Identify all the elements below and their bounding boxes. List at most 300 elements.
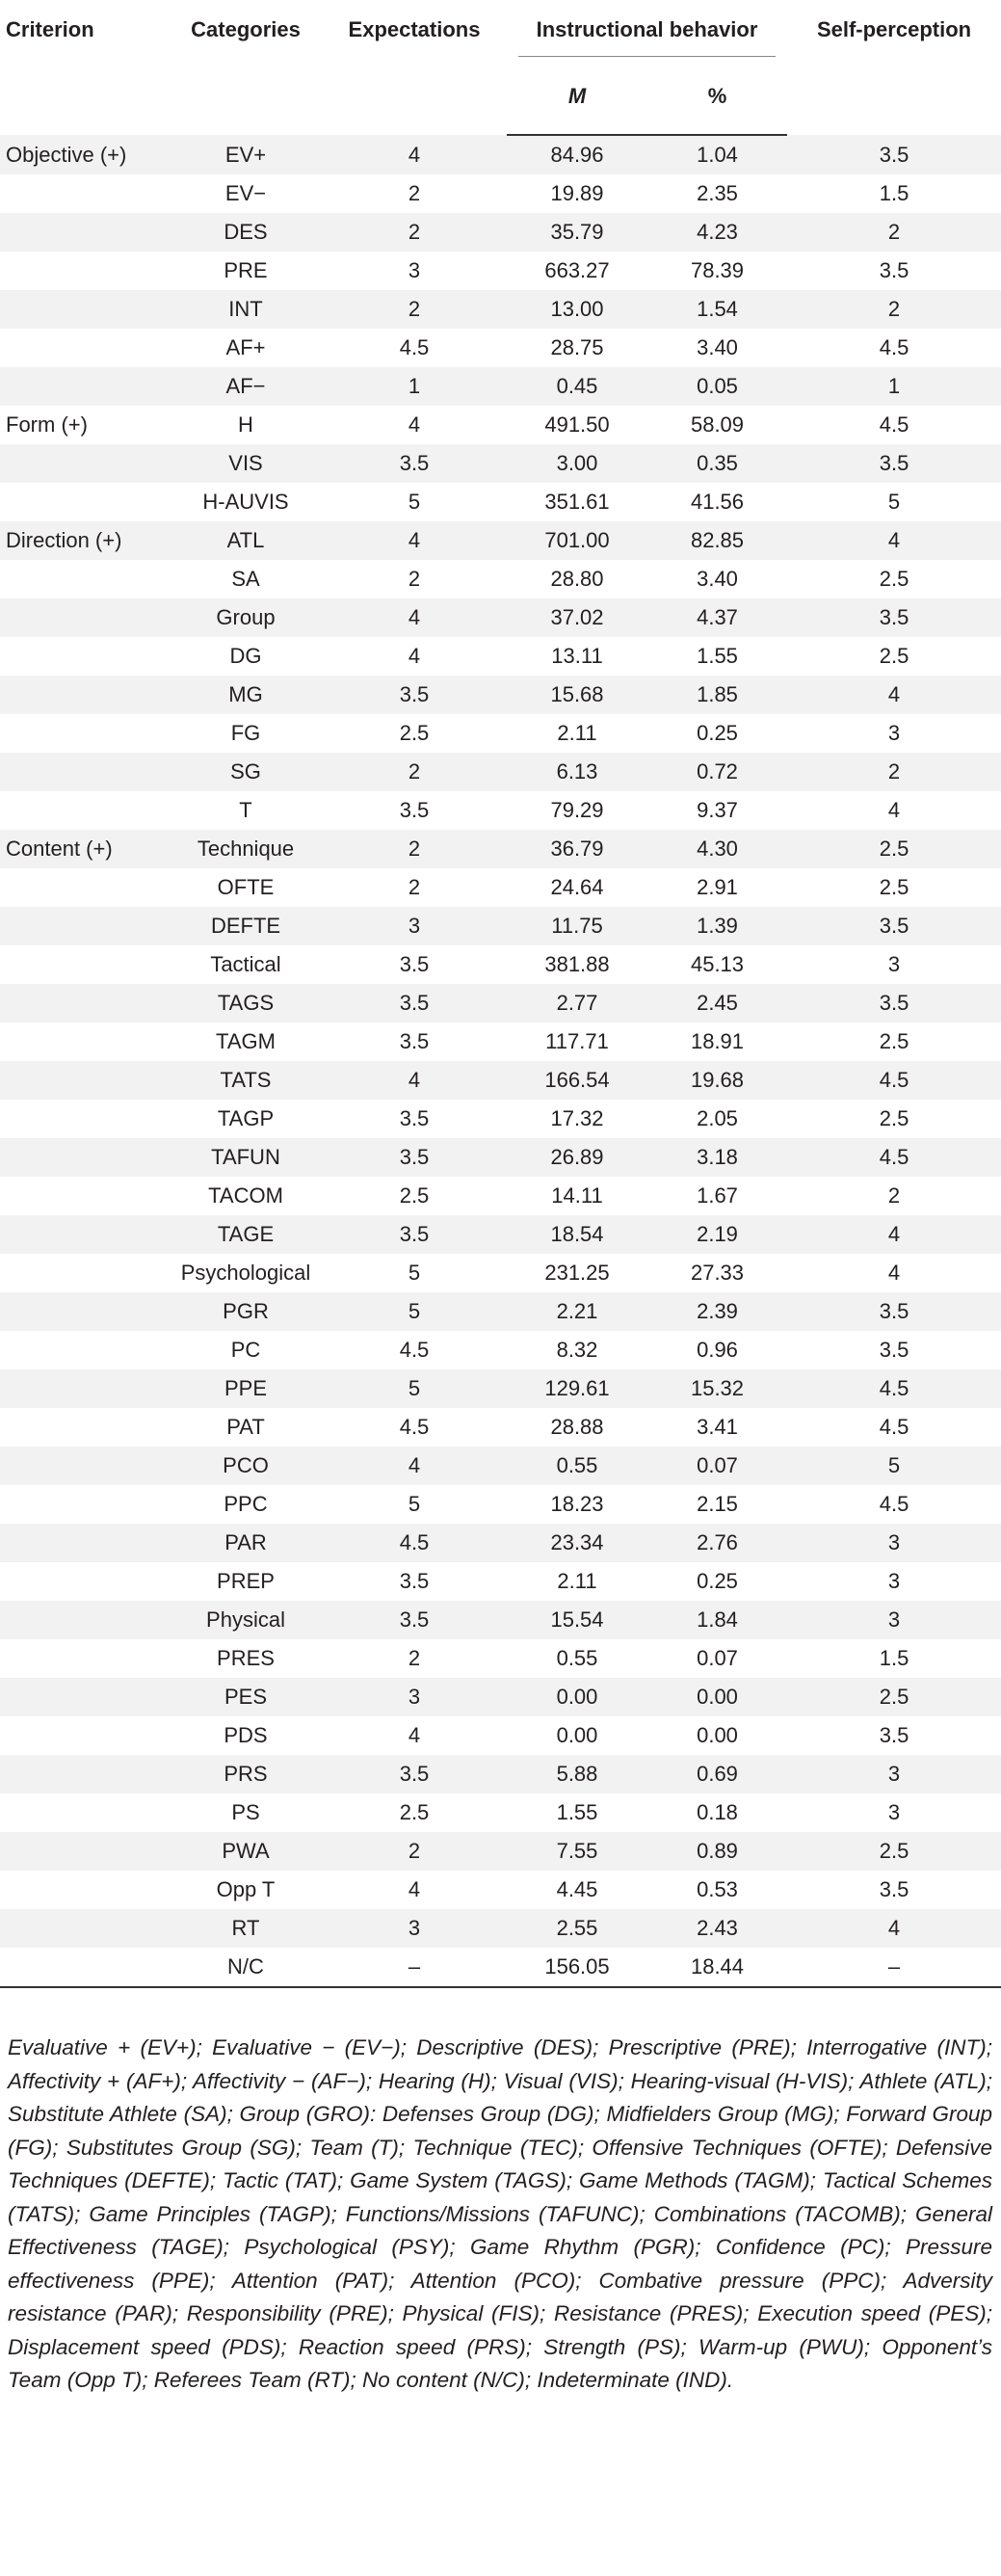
- cell-percent: 2.39: [647, 1292, 787, 1331]
- cell-expectations: 2: [322, 830, 507, 868]
- table-row: [0, 1331, 1001, 1369]
- cell-m: 381.88: [544, 952, 610, 976]
- cell-self-perception: 2: [787, 290, 1001, 329]
- table-row: [0, 1254, 1001, 1292]
- cell-percent: 0.35: [647, 444, 787, 483]
- cell-self-perception: 3: [787, 1524, 1001, 1562]
- cell-category: T: [239, 798, 252, 822]
- table-row: [0, 1369, 1001, 1408]
- cell-percent: 4.30: [647, 830, 787, 868]
- cell-self-perception: 3.5: [787, 1292, 1001, 1331]
- cell-criterion: [0, 1177, 170, 1215]
- cell-expectations: 5: [408, 1261, 421, 1285]
- cell-percent: 2.45: [647, 984, 787, 1022]
- cell-m: 4.45: [556, 1877, 598, 1901]
- cell-expectations: 3.5: [399, 798, 430, 822]
- cell-self-perception: 3.5: [879, 1338, 909, 1362]
- cell-criterion: [0, 1215, 170, 1254]
- cell-expectations: 2: [408, 1646, 421, 1670]
- cell-criterion: [0, 1562, 170, 1601]
- cell-self-perception: 5: [887, 490, 901, 514]
- cell-category: PRES: [217, 1646, 275, 1670]
- cell-expectations: 3.5: [322, 1138, 507, 1177]
- cell-category: Group: [170, 598, 322, 637]
- cell-category: TAGE: [170, 1215, 322, 1254]
- cell-m: 79.29: [550, 798, 604, 822]
- cell-percent: 1.39: [647, 907, 787, 945]
- cell-self-perception: 3: [887, 1800, 901, 1824]
- table-row: [0, 1716, 1001, 1755]
- cell-self-perception: 2: [887, 1183, 901, 1208]
- cell-m: 8.32: [556, 1338, 598, 1362]
- cell-expectations: 2: [322, 290, 507, 329]
- cell-self-perception: 2: [787, 213, 1001, 252]
- cell-self-perception: 1: [787, 367, 1001, 406]
- cell-expectations: 1: [322, 367, 507, 406]
- cell-self-perception: 4: [887, 798, 901, 822]
- cell-criterion: [0, 1948, 170, 1987]
- cell-criterion: [0, 1909, 170, 1948]
- cell-percent: 78.39: [690, 258, 745, 282]
- cell-category: PCO: [170, 1447, 322, 1485]
- cell-criterion: [0, 1485, 170, 1524]
- cell-category: PWA: [170, 1832, 322, 1871]
- cell-self-perception: 3.5: [787, 444, 1001, 483]
- cell-self-perception: 4: [787, 1909, 1001, 1948]
- cell-percent: 82.85: [647, 521, 787, 560]
- cell-criterion: [0, 1408, 170, 1447]
- cell-category: TAFUN: [170, 1138, 322, 1177]
- cell-m: 166.54: [507, 1061, 647, 1100]
- table-row: [0, 945, 1001, 984]
- header-expectations: Expectations: [348, 17, 481, 41]
- cell-m: 17.32: [550, 1106, 604, 1130]
- table-row: [0, 1524, 1001, 1562]
- cell-expectations: 3: [322, 907, 507, 945]
- cell-category: Psychological: [180, 1261, 311, 1285]
- cell-expectations: 5: [408, 1492, 421, 1516]
- cell-percent: 0.07: [697, 1646, 738, 1670]
- cell-self-perception: 2.5: [787, 830, 1001, 868]
- cell-category: PRS: [170, 1755, 322, 1793]
- cell-category: PPC: [224, 1492, 268, 1516]
- cell-category: PREP: [217, 1569, 275, 1593]
- cell-criterion: [0, 560, 170, 598]
- cell-m: 2.77: [507, 984, 647, 1022]
- cell-criterion: [0, 1022, 170, 1061]
- cell-criterion: [0, 868, 170, 907]
- cell-m: 2.11: [557, 721, 597, 745]
- header-instructional-behavior-label: Instructional behavior: [518, 17, 776, 57]
- cell-m: 28.75: [550, 335, 604, 359]
- cell-criterion: [0, 598, 170, 637]
- cell-criterion: [0, 252, 170, 290]
- cell-self-perception: 3: [887, 952, 901, 976]
- cell-category: AF+: [225, 335, 266, 359]
- cell-m: 231.25: [544, 1261, 610, 1285]
- table-row: [0, 560, 1001, 598]
- cell-category: SG: [170, 753, 322, 791]
- cell-self-perception: 3: [787, 1755, 1001, 1793]
- cell-criterion: [0, 945, 170, 984]
- header-self-perception: Self-perception: [816, 17, 972, 41]
- table-row: [0, 676, 1001, 714]
- cell-criterion: Content (+): [0, 830, 170, 868]
- cell-expectations: 2: [408, 875, 421, 899]
- cell-expectations: 5: [408, 490, 421, 514]
- cell-criterion: [0, 1254, 170, 1292]
- table-row: [0, 252, 1001, 290]
- cell-self-perception: 2.5: [787, 1678, 1001, 1716]
- cell-category: H: [238, 412, 253, 437]
- cell-m: 0.45: [507, 367, 647, 406]
- header-instructional-behavior: [507, 0, 787, 58]
- cell-category: DEFTE: [170, 907, 322, 945]
- cell-criterion: [0, 791, 170, 830]
- cell-criterion: [0, 1639, 170, 1678]
- table-row: [0, 1138, 1001, 1177]
- table-row: [0, 1871, 1001, 1909]
- cell-expectations: 4.5: [399, 335, 430, 359]
- cell-criterion: [0, 1793, 170, 1832]
- cell-category: AF−: [170, 367, 322, 406]
- cell-criterion: [0, 1832, 170, 1871]
- cell-percent: 2.15: [697, 1492, 738, 1516]
- cell-criterion: [0, 1524, 170, 1562]
- cell-m: 7.55: [507, 1832, 647, 1871]
- cell-self-perception: 3.5: [787, 907, 1001, 945]
- table-row: [0, 1832, 1001, 1871]
- table-row: [0, 598, 1001, 637]
- cell-category: PAR: [170, 1524, 322, 1562]
- cell-expectations: 2: [322, 753, 507, 791]
- cell-m: 0.55: [507, 1447, 647, 1485]
- table-row: [0, 329, 1001, 367]
- cell-m: 18.54: [507, 1215, 647, 1254]
- cell-m: 663.27: [544, 258, 610, 282]
- cell-category: PS: [231, 1800, 260, 1824]
- cell-category: TAGS: [170, 984, 322, 1022]
- table-row: [0, 1948, 1001, 1987]
- cell-criterion: [0, 1716, 170, 1755]
- table-row: [0, 1793, 1001, 1832]
- cell-m: 0.00: [507, 1678, 647, 1716]
- cell-m: 2.55: [507, 1909, 647, 1948]
- cell-expectations: 4: [408, 644, 421, 668]
- cell-criterion: [0, 637, 170, 676]
- table-row: [0, 1678, 1001, 1716]
- cell-expectations: 3: [322, 1678, 507, 1716]
- table-row: [0, 1292, 1001, 1331]
- cell-self-perception: 3: [787, 1601, 1001, 1639]
- cell-criterion: [0, 676, 170, 714]
- cell-self-perception: 4: [787, 676, 1001, 714]
- cell-percent: 3.18: [647, 1138, 787, 1177]
- cell-category: VIS: [170, 444, 322, 483]
- cell-category: EV+: [170, 135, 322, 174]
- cell-percent: 0.05: [647, 367, 787, 406]
- table-row: [0, 1562, 1001, 1601]
- cell-percent: 3.40: [697, 335, 738, 359]
- cell-m: 0.00: [556, 1723, 598, 1747]
- cell-expectations: 3.5: [322, 1755, 507, 1793]
- cell-category: EV−: [224, 181, 267, 205]
- cell-percent: 2.35: [697, 181, 738, 205]
- cell-expectations: –: [322, 1948, 507, 1987]
- cell-m: 701.00: [507, 521, 647, 560]
- cell-self-perception: 3: [887, 1569, 901, 1593]
- cell-self-perception: –: [787, 1948, 1001, 1987]
- cell-m: 156.05: [507, 1948, 647, 1987]
- cell-expectations: 3.5: [322, 1215, 507, 1254]
- table-row: [0, 1022, 1001, 1061]
- cell-percent: 41.56: [690, 490, 745, 514]
- cell-category: RT: [170, 1909, 322, 1948]
- cell-percent: 2.91: [697, 875, 738, 899]
- cell-percent: 58.09: [690, 412, 745, 437]
- table-row: [0, 830, 1001, 868]
- cell-percent: 1.55: [697, 644, 738, 668]
- cell-percent: 0.00: [647, 1678, 787, 1716]
- cell-self-perception: 2.5: [879, 644, 909, 668]
- cell-percent: 2.19: [647, 1215, 787, 1254]
- cell-expectations: 3.5: [322, 444, 507, 483]
- cell-m: 28.80: [550, 567, 604, 591]
- table-row: [0, 1408, 1001, 1447]
- cell-self-perception: 4.5: [879, 1492, 909, 1516]
- header-categories: Categories: [191, 17, 301, 41]
- cell-self-perception: 2.5: [879, 1106, 909, 1130]
- table-row: [0, 290, 1001, 329]
- cell-expectations: 3.5: [322, 676, 507, 714]
- cell-self-perception: 3.5: [787, 598, 1001, 637]
- cell-self-perception: 4.5: [879, 335, 909, 359]
- table-row: [0, 1639, 1001, 1678]
- cell-category: Opp T: [216, 1877, 276, 1901]
- cell-criterion: Objective (+): [0, 135, 170, 174]
- cell-criterion: [0, 1871, 170, 1909]
- cell-criterion: [0, 1447, 170, 1485]
- table-row: [0, 1447, 1001, 1485]
- cell-m: 2.21: [507, 1292, 647, 1331]
- table-row: [0, 753, 1001, 791]
- cell-self-perception: 3.5: [879, 1877, 909, 1901]
- cell-percent: 0.72: [647, 753, 787, 791]
- cell-self-perception: 4.5: [787, 1061, 1001, 1100]
- cell-percent: 19.68: [647, 1061, 787, 1100]
- cell-expectations: 5: [322, 1292, 507, 1331]
- table-row: [0, 406, 1001, 444]
- cell-category: PPE: [170, 1369, 322, 1408]
- cell-category: TAGM: [216, 1029, 276, 1053]
- cell-m: 18.23: [550, 1492, 604, 1516]
- cell-expectations: 4: [322, 521, 507, 560]
- cell-expectations: 4: [408, 1877, 421, 1901]
- cell-self-perception: 1.5: [879, 181, 909, 205]
- cell-criterion: [0, 290, 170, 329]
- cell-self-perception: 4.5: [879, 1415, 909, 1439]
- table-row: [0, 868, 1001, 907]
- table-row: [0, 444, 1001, 483]
- cell-percent: 0.69: [647, 1755, 787, 1793]
- cell-m: 15.68: [507, 676, 647, 714]
- cell-m: 24.64: [550, 875, 604, 899]
- cell-expectations: 4: [408, 1723, 421, 1747]
- table-row: [0, 483, 1001, 521]
- cell-criterion: [0, 1678, 170, 1716]
- cell-percent: 3.41: [697, 1415, 738, 1439]
- cell-criterion: [0, 1601, 170, 1639]
- cell-percent: 0.00: [697, 1723, 738, 1747]
- cell-criterion: [0, 907, 170, 945]
- cell-percent: 1.54: [647, 290, 787, 329]
- cell-expectations: 3.5: [322, 984, 507, 1022]
- cell-criterion: [0, 444, 170, 483]
- cell-category: N/C: [170, 1948, 322, 1987]
- cell-criterion: Direction (+): [0, 521, 170, 560]
- cell-percent: 4.37: [647, 598, 787, 637]
- cell-category: ATL: [170, 521, 322, 560]
- cell-criterion: [0, 714, 170, 753]
- cell-m: 15.54: [507, 1601, 647, 1639]
- cell-category: PRE: [224, 258, 268, 282]
- cell-self-perception: 3.5: [787, 984, 1001, 1022]
- cell-m: 37.02: [507, 598, 647, 637]
- cell-criterion: [0, 329, 170, 367]
- cell-criterion: [0, 367, 170, 406]
- table-row: [0, 907, 1001, 945]
- table-body: [0, 135, 1001, 1987]
- cell-expectations: 4.5: [399, 1338, 430, 1362]
- cell-percent: 0.96: [697, 1338, 738, 1362]
- cell-category: H-AUVIS: [202, 490, 289, 514]
- cell-expectations: 2: [322, 1832, 507, 1871]
- cell-expectations: 4: [322, 598, 507, 637]
- cell-expectations: 3.5: [399, 1029, 430, 1053]
- table-row: [0, 791, 1001, 830]
- cell-expectations: 4: [322, 135, 507, 174]
- cell-m: 5.88: [507, 1755, 647, 1793]
- cell-expectations: 3: [322, 1909, 507, 1948]
- cell-self-perception: 4: [887, 1261, 901, 1285]
- cell-self-perception: 2.5: [787, 1832, 1001, 1871]
- table-row: [0, 1100, 1001, 1138]
- cell-category: TACOM: [208, 1183, 283, 1208]
- table-row: [0, 1755, 1001, 1793]
- cell-percent: 0.18: [697, 1800, 738, 1824]
- cell-expectations: 3.5: [399, 1106, 430, 1130]
- cell-self-perception: 2: [787, 753, 1001, 791]
- cell-self-perception: 5: [787, 1447, 1001, 1485]
- cell-expectations: 3: [408, 258, 421, 282]
- cell-m: 6.13: [507, 753, 647, 791]
- cell-criterion: [0, 984, 170, 1022]
- cell-percent: 1.04: [647, 135, 787, 174]
- cell-m: 26.89: [507, 1138, 647, 1177]
- cell-m: 14.11: [551, 1183, 603, 1208]
- cell-percent: 1.84: [647, 1601, 787, 1639]
- cell-criterion: [0, 1331, 170, 1369]
- cell-percent: 45.13: [690, 952, 745, 976]
- table-row: [0, 174, 1001, 213]
- cell-criterion: [0, 1061, 170, 1100]
- cell-percent: 18.44: [647, 1948, 787, 1987]
- cell-category: PES: [170, 1678, 322, 1716]
- cell-self-perception: 4: [787, 521, 1001, 560]
- cell-percent: 15.32: [647, 1369, 787, 1408]
- cell-category: DG: [229, 644, 262, 668]
- table-row: [0, 213, 1001, 252]
- cell-category: PAT: [226, 1415, 265, 1439]
- header-m: M: [507, 58, 647, 135]
- cell-percent: 1.85: [647, 676, 787, 714]
- table-footnote: Evaluative + (EV+); Evaluative − (EV−); Descriptive (DES); Prescriptive (PRE); Interrogative (INT); Affectivity + (AF+); Affectivity − (AF−); Hearing (H); Visual (VIS); Hearing-visual (H-VIS); Athlete (ATL); Substitute Athlete (SA); Group (GRO): Defenses Group (DG); Midfielders Group (MG); Forward Group (FG); Substitutes Group (SG); Team (T); Technique (TEC); Offensive Techniques (OFTE); Defensive Techniques (DEFTE); Tactic (TAT); Game System (TAGS); Game Methods (TAGM); Tactical Schemes (TATS); Game Principles (TAGP); Functions/Missions (TAFUNC); Combinations (TACOMB); General Effectiveness (TAGE); Psychological (PSY); Game Rhythm (PGR); Confidence (PC); Pressure effectiveness (PPE); Attention (PAT); Attention (PCO); Combative pressure (PPC); Adversity resistance (PAR); Responsibility (PRE); Physical (FIS); Resistance (PRES); Execution speed (PES); Displacement speed (PDS); Reaction speed (PRS); Strength (PS); Warm-up (PWU); Opponent’s Team (Opp T); Referees Team (RT); No content (N/C); Indeterminate (IND).: [8, 2035, 992, 2392]
- cell-category: INT: [170, 290, 322, 329]
- cell-m: 2.11: [557, 1569, 597, 1593]
- table-row: [0, 135, 1001, 174]
- table-row: [0, 367, 1001, 406]
- cell-m: 117.71: [545, 1029, 609, 1053]
- cell-percent: 2.05: [697, 1106, 738, 1130]
- cell-expectations: 2: [408, 181, 421, 205]
- cell-self-perception: 4: [787, 1215, 1001, 1254]
- cell-category: Technique: [170, 830, 322, 868]
- header-percent: %: [647, 58, 787, 135]
- cell-expectations: 2.5: [399, 1183, 430, 1208]
- cell-percent: 2.43: [647, 1909, 787, 1948]
- table-row: [0, 1601, 1001, 1639]
- cell-percent: 2.76: [647, 1524, 787, 1562]
- cell-self-perception: 3.5: [879, 258, 909, 282]
- table-row: [0, 521, 1001, 560]
- cell-category: DES: [170, 213, 322, 252]
- cell-self-perception: 1.5: [879, 1646, 909, 1670]
- cell-expectations: 3.5: [399, 952, 430, 976]
- cell-percent: 0.25: [697, 721, 738, 745]
- cell-m: 13.00: [507, 290, 647, 329]
- table-row: [0, 1909, 1001, 1948]
- cell-m: 23.34: [507, 1524, 647, 1562]
- cell-category: MG: [170, 676, 322, 714]
- cell-criterion: [0, 483, 170, 521]
- table-row: [0, 1061, 1001, 1100]
- header-criterion: Criterion: [6, 17, 94, 41]
- cell-m: 28.88: [550, 1415, 604, 1439]
- cell-expectations: 4: [322, 1061, 507, 1100]
- cell-self-perception: 3: [887, 721, 901, 745]
- cell-expectations: 2.5: [399, 721, 430, 745]
- cell-category: TAGP: [217, 1106, 275, 1130]
- cell-percent: 4.23: [647, 213, 787, 252]
- cell-self-perception: 4.5: [787, 1369, 1001, 1408]
- cell-criterion: [0, 1755, 170, 1793]
- cell-criterion: [0, 213, 170, 252]
- cell-m: 36.79: [507, 830, 647, 868]
- cell-category: FG: [230, 721, 261, 745]
- cell-category: PC: [230, 1338, 261, 1362]
- cell-category: Tactical: [210, 952, 281, 976]
- table-row: [0, 1215, 1001, 1254]
- cell-category: OFTE: [217, 875, 275, 899]
- cell-self-perception: 3.5: [787, 135, 1001, 174]
- cell-criterion: Form (+): [6, 412, 88, 437]
- cell-self-perception: 4.5: [879, 412, 909, 437]
- cell-m: 35.79: [507, 213, 647, 252]
- cell-category: PGR: [170, 1292, 322, 1331]
- cell-percent: 0.25: [697, 1569, 738, 1593]
- cell-self-perception: 2.5: [879, 1029, 909, 1053]
- cell-m: 84.96: [507, 135, 647, 174]
